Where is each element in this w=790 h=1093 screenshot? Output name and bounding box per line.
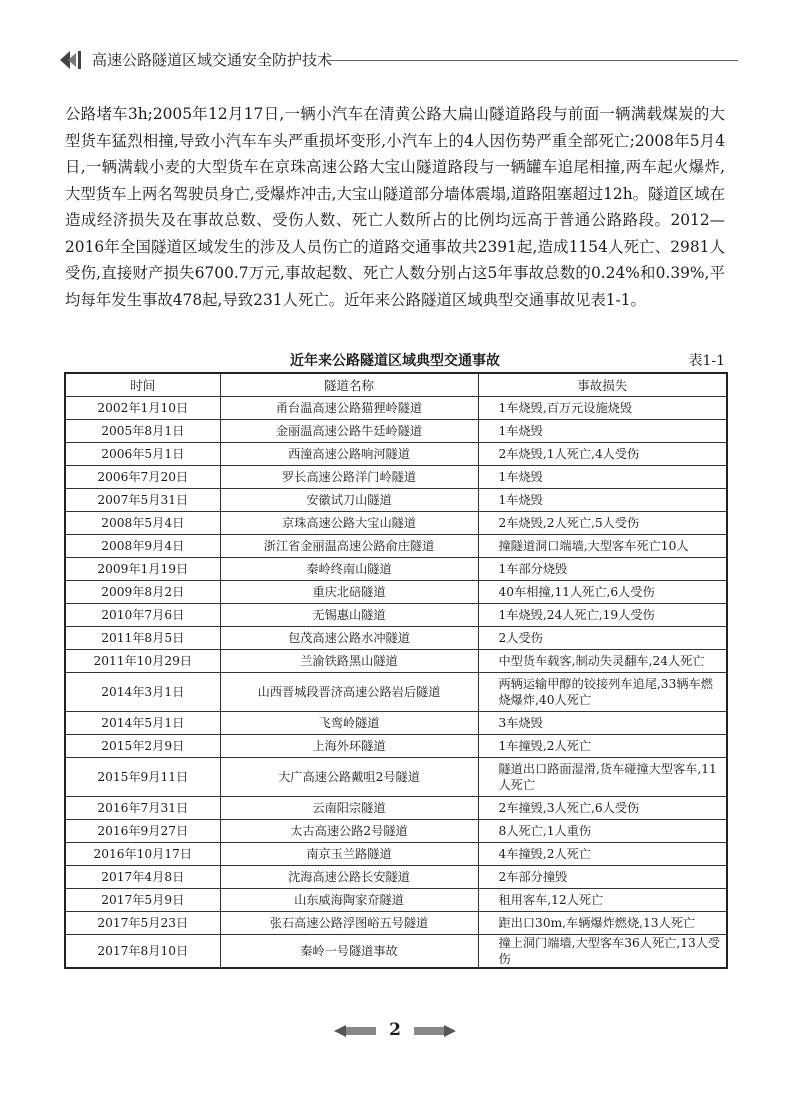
tunnel-cell: 秦岭终南山隧道 [220,558,478,581]
table-header-row [65,373,727,397]
tunnel-cell: 上海外环隧道 [220,735,478,758]
table-row [65,512,727,535]
tunnel-cell: 飞鸾岭隧道 [220,712,478,735]
loss-cell: 1车烧毁 [478,420,727,443]
loss-cell: 8人死亡,1人重伤 [478,820,727,843]
loss-cell: 撞隧道洞口端墙,大型客车死亡10人 [478,535,727,558]
date-cell: 2017年8月10日 [65,935,220,969]
table-row [65,866,727,889]
date-cell: 2006年7月20日 [65,466,220,489]
loss-cell: 1车部分烧毁 [478,558,727,581]
date-cell: 2011年10月29日 [65,650,220,673]
table-row [65,443,727,466]
loss-cell: 3车烧毁 [478,712,727,735]
paragraph: 公路堵车3h;2005年12月17日,一辆小汽车在清黄公路大扁山隧道路段与前面一辆满载煤炭的大型货车猛烈相撞,导致小汽车车头严重损坏变形,小汽车上的4人因伤势严重全部死亡;2008年5月4日,一辆满载小麦的大型货车在京珠高速公路大宝山隧道路段与一辆罐车追尾相撞,两车起火爆炸,大型货车上两名驾驶员身亡,受爆炸冲击,大宝山隧道部分墙体震塌,道路阻塞超过12h。隧道区域在造成经济损失及在事故总数、受伤人数、死亡人数所占的比例均远高于普通公路路段。2012—2016年全国隧道区域发生的涉及人员伤亡的道路交通事故共2391起,造成1154人死亡、2981人受伤,直接财产损失6700.7万元,事故起数、死亡人数分别占这5年事故总数的0.24%和0.39%,平均每年发生事故478起,导致231人死亡。近年来公路隧道区域典型交通事故见表1-1。 [65,105,725,309]
tunnel-cell: 西潼高速公路响河隧道 [220,443,478,466]
table-row [65,581,727,604]
table-row [65,735,727,758]
loss-cell: 40车相撞,11人死亡,6人受伤 [478,581,727,604]
tunnel-cell: 重庆北碚隧道 [220,581,478,604]
tunnel-cell: 无锡惠山隧道 [220,604,478,627]
table-row [65,420,727,443]
table-row [65,397,727,420]
loss-cell: 1车烧毁,24人死亡,19人受伤 [478,604,727,627]
tunnel-cell: 包茂高速公路水冲隧道 [220,627,478,650]
loss-cell: 1车烧毁 [478,489,727,512]
loss-cell: 2车撞毁,3人死亡,6人受伤 [478,797,727,820]
page-footer [330,1018,460,1046]
date-cell: 2010年7月6日 [65,604,220,627]
date-cell: 2008年9月4日 [65,535,220,558]
tunnel-cell: 兰渝铁路黑山隧道 [220,650,478,673]
table-row [65,558,727,581]
table-number: 表1-1 [688,353,725,369]
body-text [65,101,725,313]
book-title: 高速公路隧道区域交通安全防护技术 [92,51,333,69]
tunnel-cell: 秦岭一号隧道事故 [220,935,478,969]
accident-table [64,372,728,969]
tunnel-cell: 张石高速公路浮图峪五号隧道 [220,912,478,935]
tunnel-cell: 浙江省金丽温高速公路俞庄隧道 [220,535,478,558]
loss-cell: 1车烧毁,百万元设施烧毁 [478,397,727,420]
date-cell: 2016年9月27日 [65,820,220,843]
loss-cell: 撞上洞门端墙,大型客车36人死亡,13人受伤 [478,935,727,969]
table-caption [65,350,725,370]
loss-cell: 2车部分撞毁 [478,866,727,889]
date-cell: 2017年4月8日 [65,866,220,889]
tunnel-cell: 甬台温高速公路猫狸岭隧道 [220,397,478,420]
date-cell: 2016年10月17日 [65,843,220,866]
table-title: 近年来公路隧道区域典型交通事故 [290,353,500,369]
table-row [65,889,727,912]
column-header-loss: 事故损失 [478,373,727,397]
loss-cell: 1车撞毁,2人死亡 [478,735,727,758]
loss-cell: 租用客车,12人死亡 [478,889,727,912]
tunnel-cell: 罗长高速公路洋门岭隧道 [220,466,478,489]
date-cell: 2015年2月9日 [65,735,220,758]
date-cell: 2014年5月1日 [65,712,220,735]
tunnel-cell: 南京玉兰路隧道 [220,843,478,866]
date-cell: 2006年5月1日 [65,443,220,466]
table-row [65,758,727,797]
loss-cell: 中型货车载客,制动失灵翻车,24人死亡 [478,650,727,673]
date-cell: 2017年5月23日 [65,912,220,935]
table-row [65,843,727,866]
tunnel-cell: 京珠高速公路大宝山隧道 [220,512,478,535]
date-cell: 2016年7月31日 [65,797,220,820]
loss-cell: 2人受伤 [478,627,727,650]
date-cell: 2005年8月1日 [65,420,220,443]
date-cell: 2009年1月19日 [65,558,220,581]
tunnel-cell: 大广高速公路戴咀2号隧道 [220,758,478,797]
date-cell: 2002年1月10日 [65,397,220,420]
table-row [65,820,727,843]
tunnel-cell: 太古高速公路2号隧道 [220,820,478,843]
table-row [65,489,727,512]
table-row [65,712,727,735]
date-cell: 2008年5月4日 [65,512,220,535]
double-arrow-right-icon [412,1024,456,1038]
loss-cell: 1车烧毁 [478,466,727,489]
table-row [65,466,727,489]
tunnel-cell: 山西晋城段晋济高速公路岩后隧道 [220,673,478,712]
loss-cell: 两辆运输甲醇的铰接列车追尾,33辆车燃烧爆炸,40人死亡 [478,673,727,712]
column-header-date: 时间 [65,373,220,397]
loss-cell: 4车撞毁,2人死亡 [478,843,727,866]
table-row [65,650,727,673]
date-cell: 2007年5月31日 [65,489,220,512]
tunnel-cell: 安徽试刀山隧道 [220,489,478,512]
loss-cell: 2车烧毁,1人死亡,4人受伤 [478,443,727,466]
loss-cell: 隧道出口路面湿滑,货车碰撞大型客车,11人死亡 [478,758,727,797]
loss-cell: 2车烧毁,2人死亡,5人受伤 [478,512,727,535]
header-rule [326,60,738,61]
table-row [65,797,727,820]
table-row [65,935,727,969]
loss-cell: 距出口30m,车辆爆炸燃烧,13人死亡 [478,912,727,935]
table-row [65,604,727,627]
column-header-tunnel: 隧道名称 [220,373,478,397]
running-header [58,46,738,74]
date-cell: 2014年3月1日 [65,673,220,712]
tunnel-cell: 山东威海陶家夼隧道 [220,889,478,912]
table-row [65,673,727,712]
tunnel-cell: 沈海高速公路长安隧道 [220,866,478,889]
date-cell: 2017年5月9日 [65,889,220,912]
date-cell: 2015年9月11日 [65,758,220,797]
date-cell: 2009年8月2日 [65,581,220,604]
tunnel-cell: 金丽温高速公路牛廷岭隧道 [220,420,478,443]
table-row [65,912,727,935]
table-row [65,627,727,650]
chevron-left-icon [58,48,82,72]
date-cell: 2011年8月5日 [65,627,220,650]
table-row [65,535,727,558]
tunnel-cell: 云南阳宗隧道 [220,797,478,820]
page-number: 2 [389,1020,401,1040]
